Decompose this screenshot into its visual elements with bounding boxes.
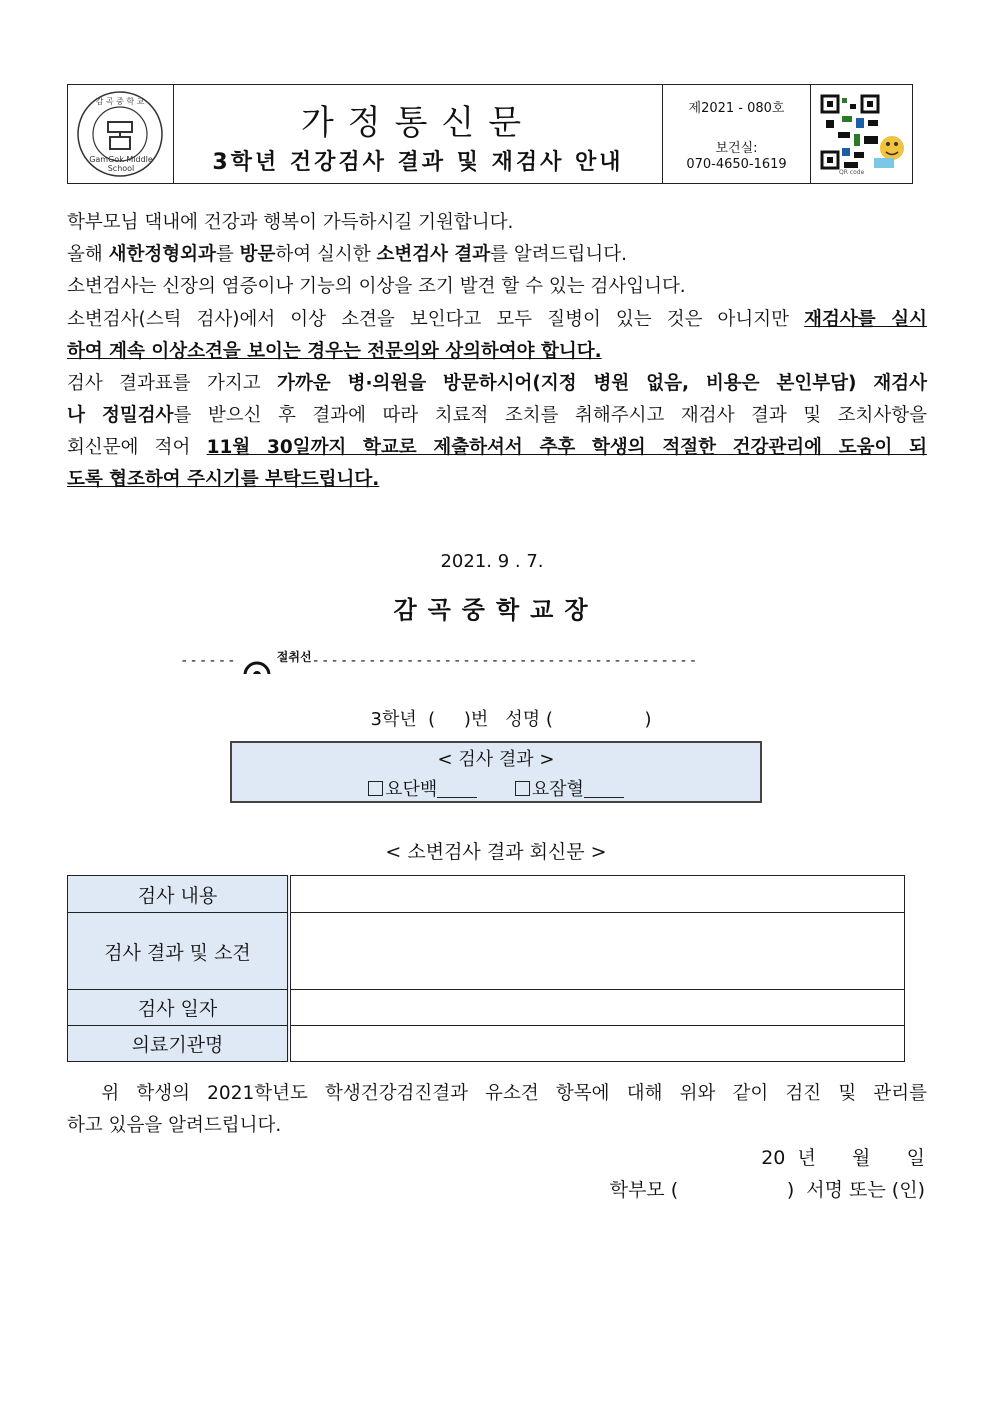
row-label: 의료기관명: [68, 1026, 290, 1062]
protein-checkbox[interactable]: [368, 781, 383, 796]
protein-label: 요단백: [385, 779, 438, 800]
svg-text:감 곡 중 학 교: 감 곡 중 학 교: [95, 97, 145, 106]
text-span: 소변검사(스틱 검사)에서 이상 소견을 보인다고 모두 질병이 있는 것은 아니지만: [67, 309, 805, 330]
school-logo-cell: [68, 85, 174, 183]
doc-number: 제2021 - 080호: [688, 101, 785, 116]
logo-text: GamGok Middle School: [89, 155, 153, 173]
deadline-text: 11월 30일까지 학교로 제출하셔서 추후 학생의 적절한 건강관리에 도움이 되: [206, 437, 927, 458]
principal-name: 감곡중학교장: [393, 596, 599, 624]
body-line-5: [67, 336, 927, 368]
table-row: [68, 876, 905, 913]
body-line-7: [67, 400, 927, 432]
protein-blank[interactable]: [437, 781, 477, 798]
emphasis-text: 나 정밀검사: [67, 405, 174, 426]
result-box-items: [232, 775, 760, 801]
text-span: 올해: [67, 244, 109, 265]
text-span: 하여 실시한: [275, 244, 377, 265]
text-span: 회신문에 적어: [67, 437, 207, 458]
qr-label: QR code: [839, 169, 865, 176]
text-span: 를 받으신 후 결과에 따라 치료적 조치를 취해주시고 재검사 결과 및 조치사항을: [173, 405, 928, 426]
cut-label: 절취선: [276, 650, 312, 664]
test-name: 소변검사 결과: [376, 244, 491, 265]
table-row: [68, 1026, 905, 1062]
result-box-title: < 검사 결과 >: [437, 749, 555, 770]
emphasis-text: 도록 협조하여 주시기를 부탁드립니다.: [67, 469, 380, 490]
cut-dashes-left: ------: [180, 653, 237, 669]
reply-title: < 소변검사 결과 회신문 >: [385, 841, 607, 863]
header-box: [67, 84, 913, 184]
row-label: 검사 일자: [68, 990, 290, 1026]
office-label: 보건실:: [715, 141, 758, 156]
row-label: 검사 내용: [68, 876, 290, 913]
emphasis-text: 가까운 병·의원을 방문하시어(지정 병원 없음, 비용은 본인부담) 재검사: [277, 373, 928, 394]
footer-date: 20 년 월 일: [761, 1147, 925, 1169]
text-span: 를 알려드립니다.: [490, 244, 628, 265]
reply-table: [67, 875, 905, 1062]
doc-number-cell: [663, 85, 811, 183]
row-input[interactable]: [289, 913, 905, 990]
cut-dashes-right: -----------------------------------------: [311, 653, 699, 669]
emphasis-text: 하여 계속 이상소견을 보이는 경우는 전문의와 상의하여야 합니다.: [67, 341, 602, 362]
qr-cell: [811, 85, 912, 183]
emphasis-text: 재검사를 실시: [804, 309, 927, 330]
notice-date: 2021. 9 . 7.: [440, 551, 544, 572]
row-input[interactable]: [289, 1026, 905, 1062]
qr-code-icon: [814, 86, 910, 182]
body-line-9: [67, 464, 927, 496]
row-input[interactable]: [289, 876, 905, 913]
body-line-4: [67, 304, 927, 336]
footer-line-2: 하고 있음을 알려드립니다.: [67, 1115, 282, 1136]
body-line-6: [67, 368, 927, 400]
title-cell: [174, 85, 663, 183]
table-row: [68, 990, 905, 1026]
row-label: 검사 결과 및 소견: [68, 913, 290, 990]
text-span: 검사 결과표를 가지고: [67, 373, 278, 394]
page-subtitle: 3학년 건강검사 결과 및 재검사 안내: [212, 150, 624, 175]
row-input[interactable]: [289, 990, 905, 1026]
hospital-name: 새한정형외과: [108, 244, 216, 265]
body-line-1: 학부모님 댁내에 건강과 행복이 가득하시길 기원합니다.: [67, 212, 514, 233]
blood-checkbox[interactable]: [515, 781, 530, 796]
body-line-2: [67, 239, 927, 271]
body-line-8: [67, 432, 927, 464]
cut-line: [180, 648, 820, 674]
scissors-icon: [242, 657, 272, 674]
text-span: 를: [215, 244, 240, 265]
page-title: 가정통신문: [300, 103, 536, 143]
test-result-box: [230, 741, 762, 803]
body-line-3: 소변검사는 신장의 염증이나 기능의 이상을 조기 발견 할 수 있는 검사입니다.: [67, 276, 686, 297]
parent-signature-line: 학부모 ( ) 서명 또는 (인): [609, 1179, 925, 1201]
student-info-line: 3학년 ( )번 성명 ( ): [370, 709, 652, 730]
table-row: [68, 913, 905, 990]
footer-line-1: 위 학생의 2021학년도 학생건강검진결과 유소견 항목에 대해 위와 같이 검진 및 관리를: [67, 1083, 927, 1104]
blood-blank[interactable]: [584, 781, 624, 798]
office-phone: 070-4650-1619: [686, 157, 787, 172]
blood-label: 요잠혈: [531, 779, 584, 800]
text-span: 방문: [239, 244, 276, 265]
